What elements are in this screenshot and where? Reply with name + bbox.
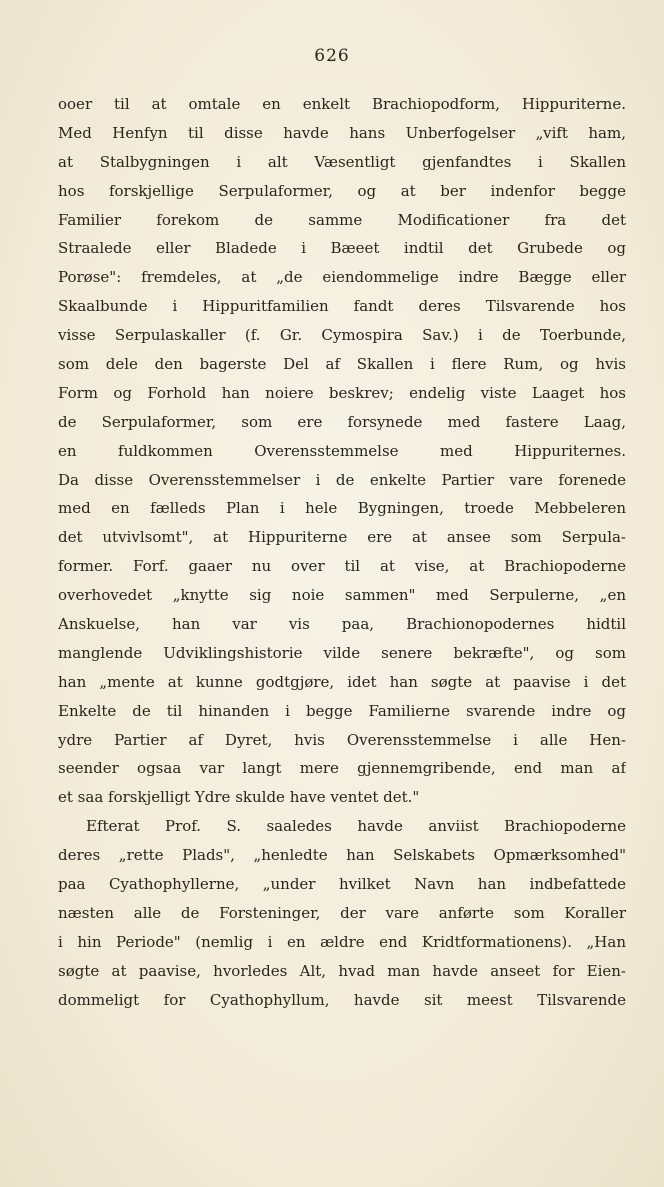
text-line-11: Form og Forhold han noiere beskrev; endelig viste Laaget hos bbox=[58, 383, 626, 402]
text-line-10: som dele den bagerste Del af Skallen i flere Rum, og hvis bbox=[58, 355, 626, 374]
text-line-7: Porøse": fremdeles, at „de eiendommelige indre Bægge eller bbox=[58, 268, 626, 287]
text-line-4: hos forskjellige Serpulaformer, og at ber indenfor begge bbox=[58, 181, 626, 200]
text-line-21: han „mente at kunne godtgjøre, idet han søgte at paavise i det bbox=[58, 672, 626, 691]
text-line-20: manglende Udviklingshistorie vilde senere bekræfte", og som bbox=[58, 643, 626, 662]
text-line-5: Familier forekom de samme Modificationer fra det bbox=[58, 210, 626, 229]
text-line-8: Skaalbunde i Hippuritfamilien fandt deres Tilsvarende hos bbox=[58, 297, 626, 316]
text-line-19: Anskuelse, han var vis paa, Brachionopodernes hidtil bbox=[58, 615, 626, 634]
text-line-12: de Serpulaformer, som ere forsynede med fastere Laag, bbox=[58, 412, 626, 431]
text-line-17: former. Forf. gaaer nu over til at vise, at Brachiopoderne bbox=[58, 557, 626, 576]
body-text bbox=[58, 90, 626, 1015]
text-line-25: et saa forskjelligt Ydre skulde have ventet det." bbox=[58, 788, 420, 807]
text-line-3: at Stalbygningen i alt Væsentligt gjenfandtes i Skallen bbox=[58, 152, 626, 171]
text-line-15: med en fælleds Plan i hele Bygningen, troede Mebbeleren bbox=[58, 499, 626, 518]
text-line-28: paa Cyathophyllerne, „under hvilket Navn han indbefattede bbox=[58, 875, 626, 894]
text-line-23: ydre Partier af Dyret, hvis Overensstemmelse i alle Hen- bbox=[58, 730, 626, 749]
text-line-13: en fuldkommen Overensstemmelse med Hippuriternes. bbox=[58, 441, 626, 460]
page-number: 626 bbox=[314, 46, 350, 66]
text-line-14: Da disse Overensstemmelser i de enkelte Partier vare forenede bbox=[58, 470, 626, 489]
text-line-2: Med Henfyn til disse havde hans Unberfogelser „vift ham, bbox=[58, 123, 626, 142]
text-line-32: dommeligt for Cyathophyllum, havde sit meest Tilsvarende bbox=[58, 990, 626, 1009]
text-line-9: visse Serpulaskaller (f. Gr. Cymospira Sav.) i de Toerbunde, bbox=[58, 326, 626, 345]
text-line-18: overhovedet „knytte sig noie sammen" med Serpulerne, „en bbox=[58, 586, 626, 605]
text-line-29: næsten alle de Forsteninger, der vare anførte som Koraller bbox=[58, 903, 626, 922]
text-line-24: seender ogsaa var langt mere gjennemgribende, end man af bbox=[58, 759, 626, 778]
text-line-16: det utvivlsomt", at Hippuriterne ere at ansee som Serpula- bbox=[58, 528, 626, 547]
text-line-1: ooer til at omtale en enkelt Brachiopodform, Hippuriterne. bbox=[58, 95, 626, 113]
text-line-27: deres „rette Plads", „henledte han Selskabets Opmærksomhed" bbox=[58, 846, 626, 865]
text-line-22: Enkelte de til hinanden i begge Familierne svarende indre og bbox=[58, 701, 626, 720]
text-line-30: i hin Periode" (nemlig i en ældre end Kridtformationens). „Han bbox=[58, 932, 626, 951]
text-line-26: Efterat Prof. S. saaledes havde anviist Brachiopoderne bbox=[86, 817, 626, 836]
text-line-6: Straalede eller Bladede i Bæeet indtil det Grubede og bbox=[58, 239, 626, 258]
text-line-31: søgte at paavise, hvorledes Alt, hvad man havde anseet for Eien- bbox=[58, 961, 626, 980]
